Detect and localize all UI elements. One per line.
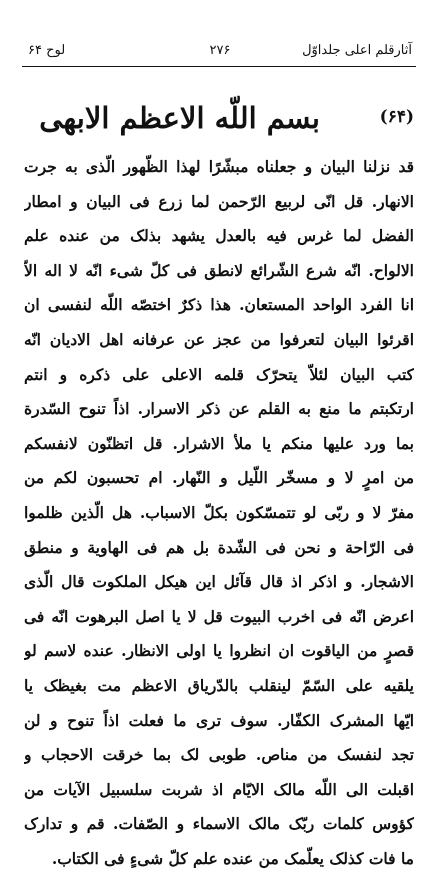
text-line: ايّها المشرک الكفّار. سوف ترى ما فعلت اذاً تنوح و لن <box>24 710 414 730</box>
tablet-title: بسم اللّه الاعظم الابهى <box>39 101 320 135</box>
text-line: بما ورد عليها منكم يا ملأ الاشرار. قل اتظنّون لانفسكم <box>24 433 414 453</box>
text-line: الانهار. قل انّى لربيع الرّحمن لما زرع فى البيان و امطار <box>24 191 414 211</box>
text-line: اعرض انّه فى اخرب البيوت قل لا يا اصل البرهوت انّه فى <box>24 606 414 626</box>
page-number: ۲۷۶ <box>209 43 231 58</box>
text-line: مفرّ لا و ربّى لو تتمسّكون بكلّ الاسباب. هل الّذين ظلموا <box>24 502 414 522</box>
text-line: يلقيه على السّمّ لينقلب بالدّرياق الاعظم مت بغيظک يا <box>24 675 414 695</box>
text-line: كؤوس كلمات ربّک مالک الاسماء و الصّفات. قم و تدارک <box>24 814 414 834</box>
text-line: ارتكبتم ما منع به القلم عن ذكر الاسرار. اذاً تنوح السّدرة <box>24 399 414 419</box>
text-line: اقرئوا البيان لتعرفوا من عجز عن عرفانه اهل الاديان انّه <box>24 329 414 349</box>
text-line: تجد لنفسک من مناص. طوبى لک بما خرقت الاحجاب و <box>24 745 414 765</box>
text-line: قد نزلنا البيان و جعلناه مبشّرًا لهذا الظّهور الّذى به جرت <box>24 157 414 176</box>
text-line: الفضل لما غرس فيه بالعدل يشهد بذلک من عنده علم <box>24 226 414 246</box>
text-line: من امرٍ لا و مسخّر اللّيل و النّهار. ام تحسبون لكم من <box>24 468 414 488</box>
text-line: فى الرّاحة و نحن فى الشّدة بل هم فى الهاوية و منطق <box>24 537 414 557</box>
text-line: الاشجار. و اذكر اذ قال قآئل اين هيكل الملكوت قال الّذى <box>24 572 414 592</box>
body-text <box>24 150 414 876</box>
header-rule <box>22 66 416 67</box>
tablet-number: (۶۴) <box>379 107 414 127</box>
text-line: الالواح. انّه شرع الشّرائع لانطق فى كلّ شىء انّه لا اله الاّ <box>24 260 414 280</box>
tablet-label: لوح ۶۴ <box>28 43 66 58</box>
text-line: اقبلت الى اللّه مالک الايّام اذ شربت سلسبيل الآيات من <box>24 779 414 799</box>
running-head <box>28 40 412 62</box>
text-line: انا الفرد الواحد المستعان. هذا ذكرٌ اختصّه اللّه لنفسى ان <box>24 295 414 315</box>
text-line: قصرٍ من الياقوت ان انظروا يا اولى الانظار. عنده لاسم لو <box>24 641 414 661</box>
text-line: كتب البيان لئلاّ يتحرّک قلمه الاعلى على ذكره و انتم <box>24 364 414 384</box>
text-line: ما فات كذلک يعلّمک من عنده علم كلّ شىءٍ فى الكتاب. <box>51 848 414 868</box>
book-title: آثارقلم اعلى جلداوّل <box>302 43 412 58</box>
tablet-heading <box>22 92 416 144</box>
